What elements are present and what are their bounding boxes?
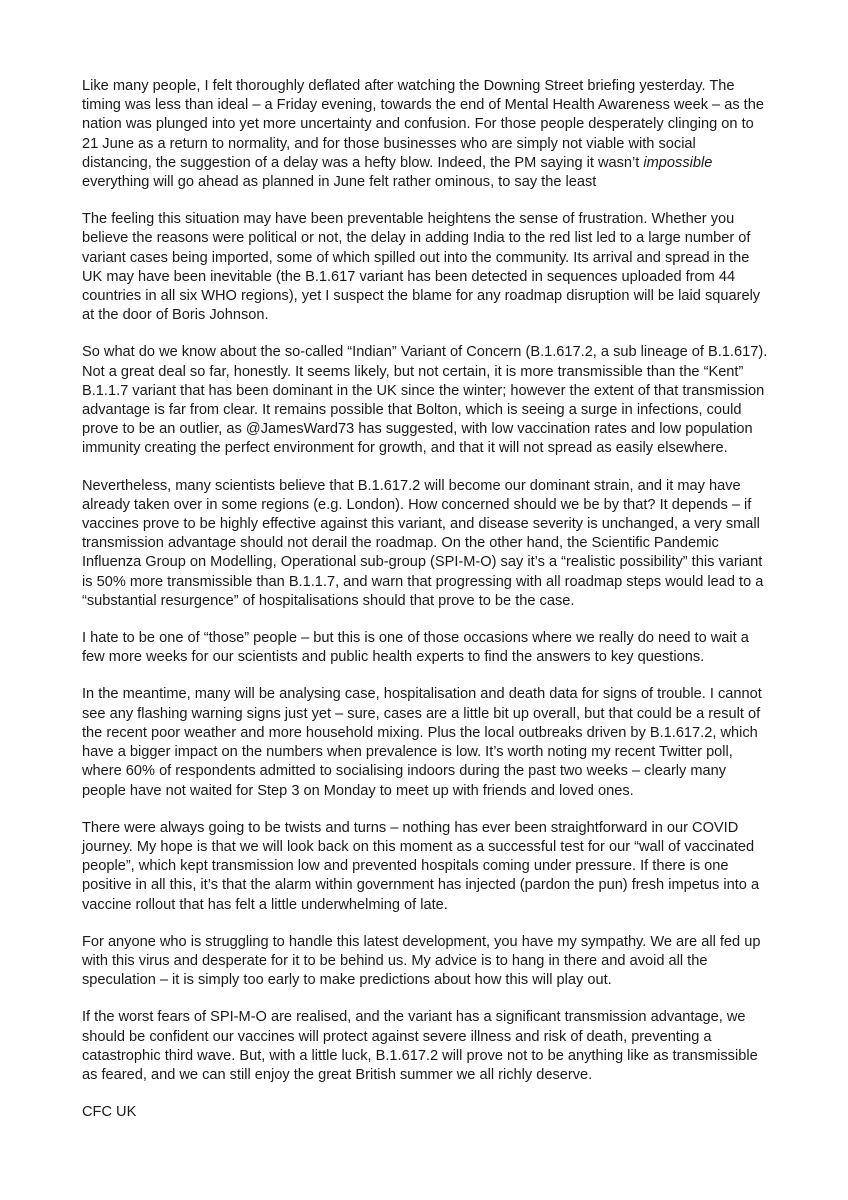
paragraph-7: There were always going to be twists and turns – nothing has ever been straightforward in our COVID journey. My hope is that we will look back on this moment as a successful test for our “wall of vaccinated people”, which kept transmission low and prevented hospitals coming under pressure. If there is one positive in all this, it’s that the alarm within government has injected (pardon the pun) fresh impetus into a vaccine rollout that has felt a little underwhelming of late. [82,819,760,913]
document-page [82,77,768,1122]
paragraph-2: The feeling this situation may have been preventable heightens the sense of frustration. Whether you believe the reasons were political or not, the delay in adding India to the red list led to a large number of variant cases being imported, some of which spilled out into the community. Its arrival and spread in the UK may have been inevitable (the B.1.617 variant has been detected in sequences uploaded from 44 countries in all six WHO regions), yet I suspect the blame for any roadmap disruption will be laid squarely at the door of Boris Johnson. [82,211,761,324]
signature: CFC UK [82,1104,137,1121]
paragraph-4: Nevertheless, many scientists believe that B.1.617.2 will become our dominant strain, and it may have already taken over in some regions (e.g. London). How concerned should we be by that? It depends – if vaccines prove to be highly effective against this variant, and disease severity is unchanged, a very small transmission advantage should not derail the roadmap. On the other hand, the Scientific Pandemic Influenza Group on Modelling, Operational sub-group (SPI-M-O) say it’s a “realistic possibility” this variant is 50% more transmissible than B.1.1.7, and warn that progressing with all roadmap steps would lead to a “substantial resurgence” of hospitalisations should that prove to be the case. [82,477,764,609]
paragraph-1 [82,77,768,192]
paragraph-5: I hate to be one of “those” people – but this is one of those occasions where we really do need to wait a few more weeks for our scientists and public health experts to find the answers to key questions. [82,630,749,666]
paragraph-1-before: Like many people, I felt thoroughly deflated after watching the Downing Street briefing yesterday. The timing was less than ideal – a Friday evening, towards the end of Mental Health Awareness week – as the nation was plunged into yet more uncertainty and confusion. For those people desperately clinging on to 21 June as a return to normality, and for those businesses who are simply not viable with social distancing, the suggestion of a delay was a hefty blow. Indeed, the PM saying it wasn’t [82,78,764,171]
emphasis-impossible: impossible [643,154,713,171]
paragraph-8: For anyone who is struggling to handle this latest development, you have my sympathy. We are all fed up with this virus and desperate for it to be behind us. My advice is to hang in there and avoid all the speculation – it is simply too early to make predictions about how this will play out. [82,933,761,989]
paragraph-3: So what do we know about the so-called “Indian” Variant of Concern (B.1.617.2, a sub lineage of B.1.617). Not a great deal so far, honestly. It seems likely, but not certain, it is more transmissible than the “Kent” B.1.1.7 variant that has been dominant in the UK since the winter; however the extent of that transmission advantage is far from clear. It remains possible that Bolton, which is seeing a surge in infections, could prove to be an outlier, as @JamesWard73 has suggested, with low vaccination rates and low population immunity creating the perfect environment for growth, and that it will not spread as easily elsewhere. [82,344,768,457]
paragraph-9: If the worst fears of SPI-M-O are realised, and the variant has a significant transmission advantage, we should be confident our vaccines will protect against severe illness and risk of death, preventing a catastrophic third wave. But, with a little luck, B.1.617.2 will prove not to be anything like as transmissible as feared, and we can still enjoy the great British summer we all richly deserve. [82,1009,758,1083]
paragraph-1-after: everything will go ahead as planned in June felt rather ominous, to say the least [82,174,597,191]
paragraph-6: In the meantime, many will be analysing case, hospitalisation and death data for signs of trouble. I cannot see any flashing warning signs just yet – sure, cases are a little bit up overall, but that could be a result of the recent poor weather and more household mixing. Plus the local outbreaks driven by B.1.617.2, which have a bigger impact on the numbers when prevalence is low. It’s worth noting my recent Twitter poll, where 60% of respondents admitted to socialising indoors during the past two weeks – clearly many people have not waited for Step 3 on Monday to meet up with friends and loved ones. [82,686,762,799]
